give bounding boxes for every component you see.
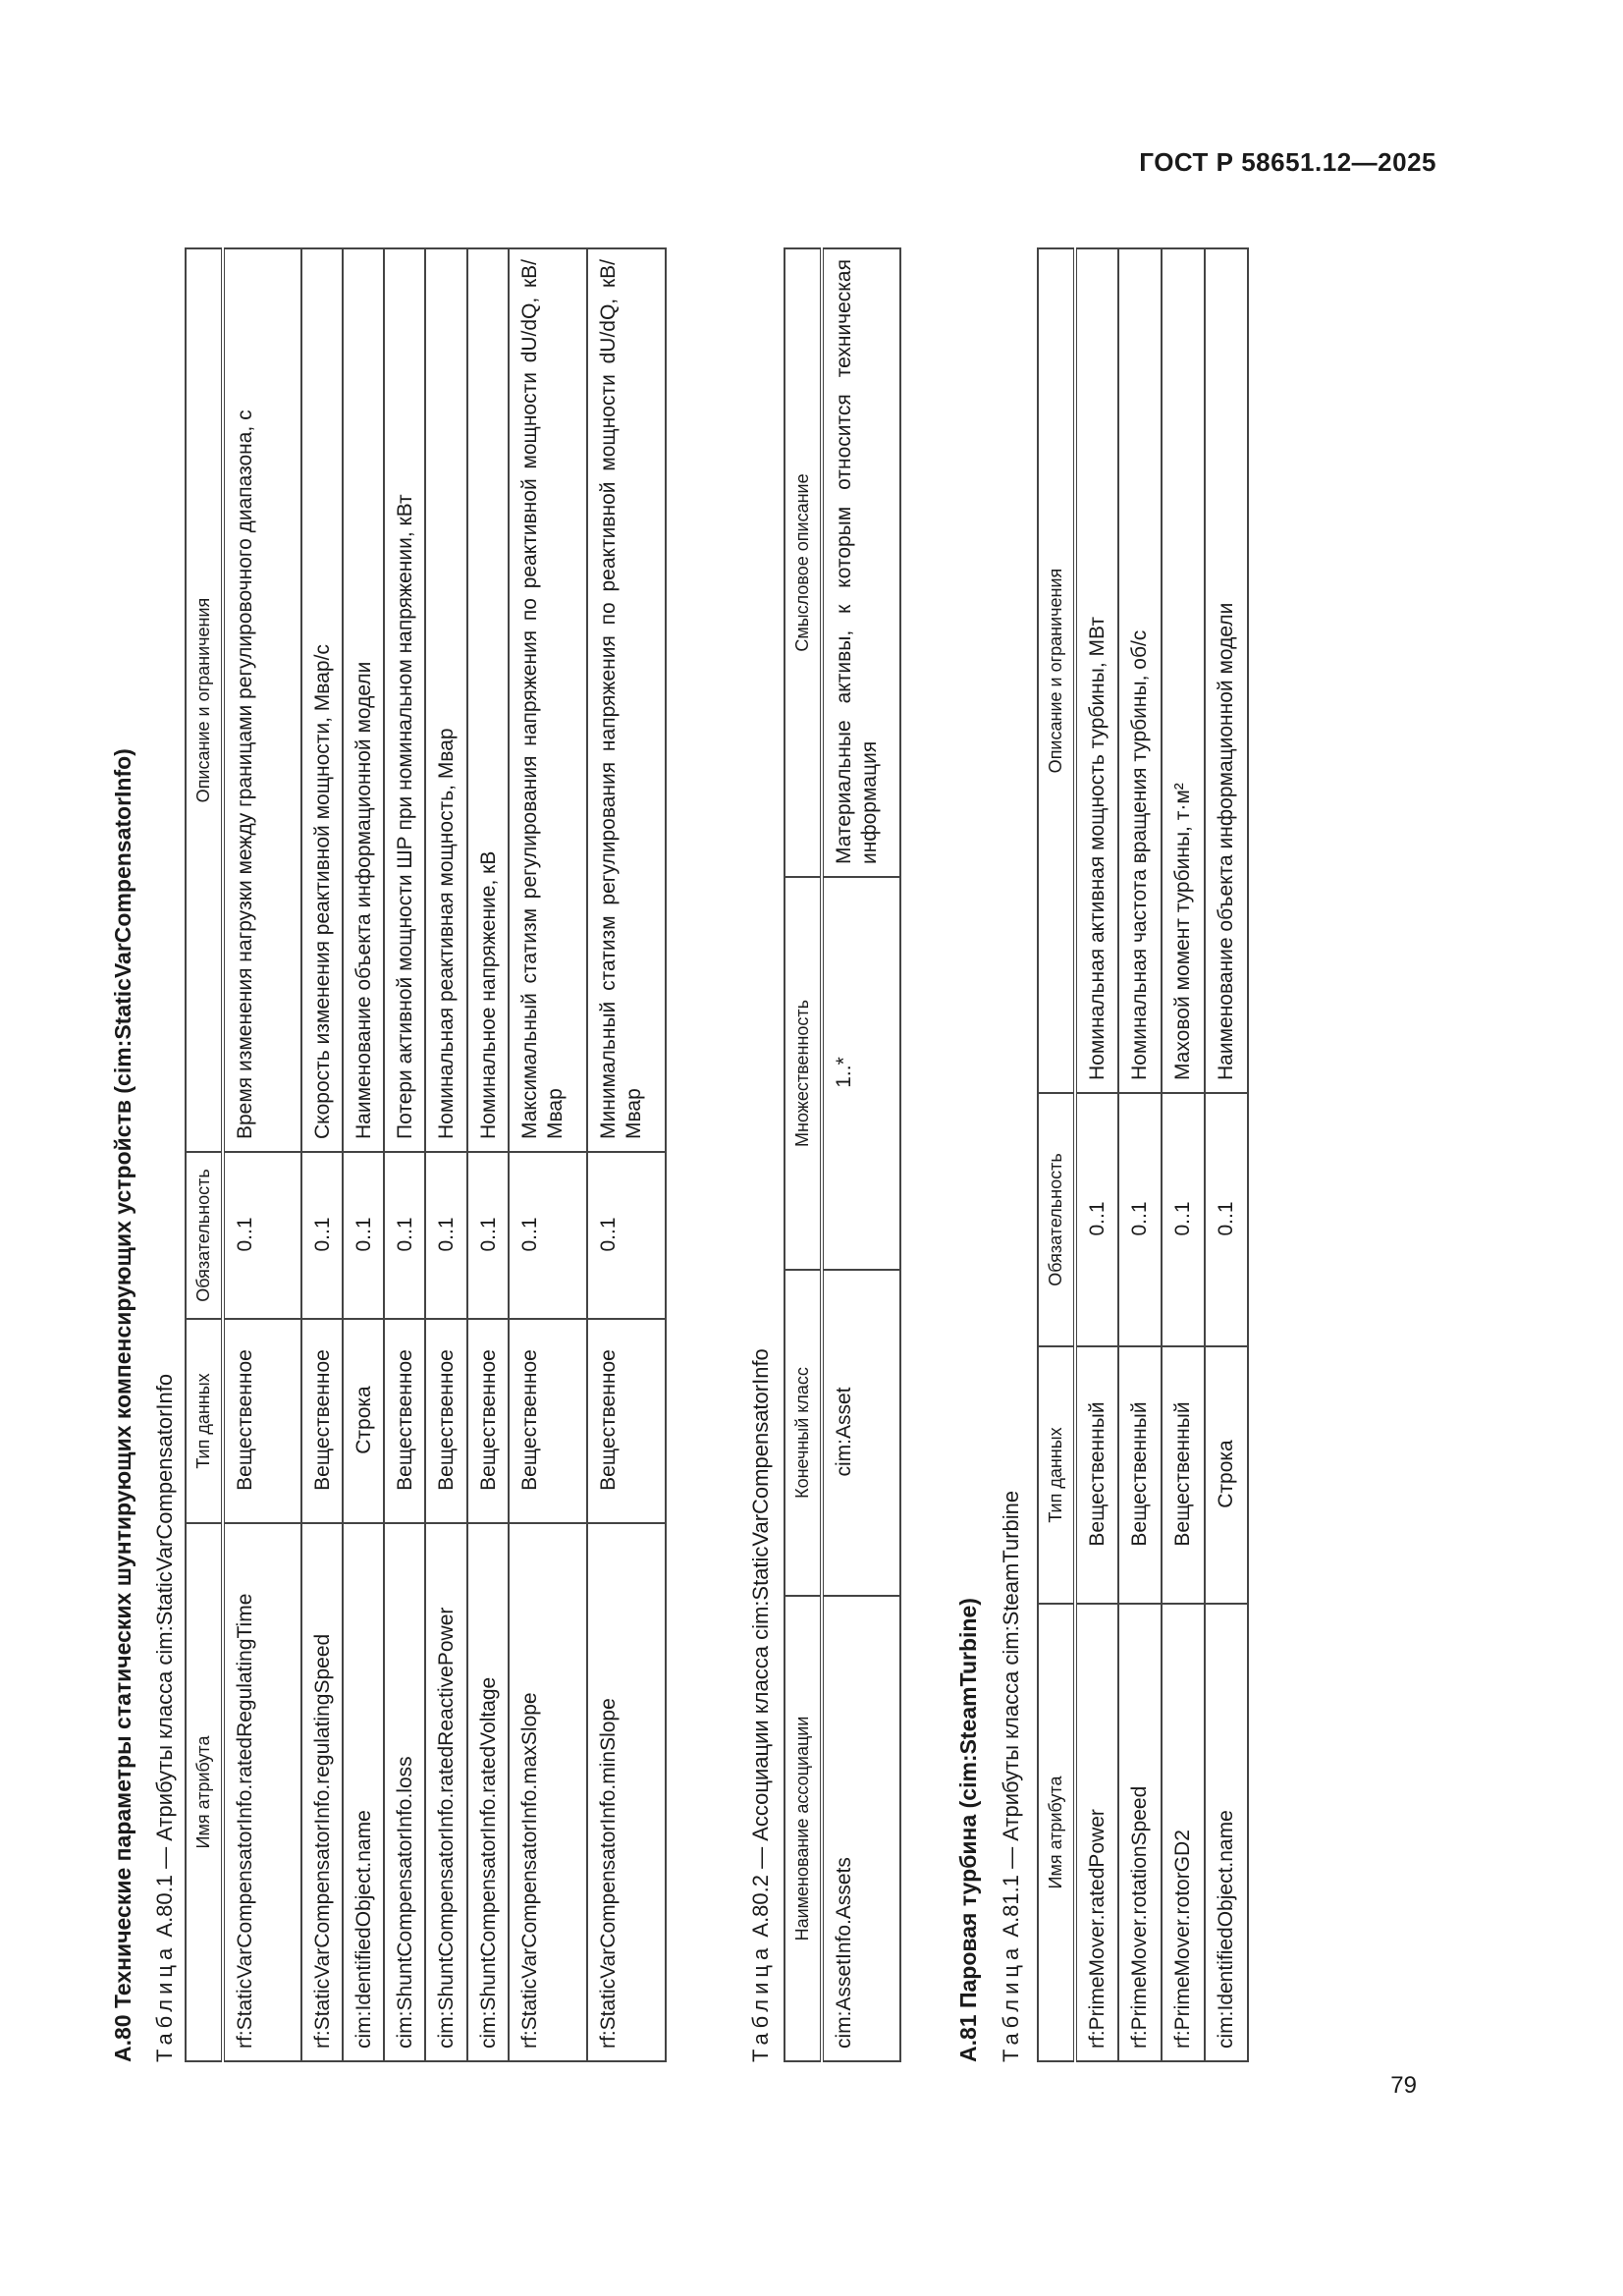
- table-row: [384, 248, 425, 2061]
- cell-data-type: Строка: [1205, 1346, 1248, 1604]
- table-row: [425, 248, 466, 2061]
- cell-description: Номинальное напряжение, кВ: [467, 248, 509, 1152]
- cell-obligation: 0..1: [343, 1152, 384, 1319]
- table-a80-1: [185, 247, 667, 2062]
- cell-attribute-name: rf:StaticVarCompensatorInfo.minSlope: [587, 1523, 666, 2061]
- page-number: 79: [1390, 2072, 1417, 2099]
- cell-data-type: Вещественный: [1075, 1346, 1118, 1604]
- standard-code: ГОСТ Р 58651.12—2025: [1139, 147, 1436, 177]
- cell-data-type: Вещественное: [425, 1319, 466, 1523]
- table-a80-2-caption: [748, 1348, 774, 2062]
- cell-description: Наименование объекта информационной модели: [1205, 248, 1248, 1093]
- cell-obligation: 0..1: [467, 1152, 509, 1319]
- cell-obligation: 0..1: [223, 1152, 301, 1319]
- cell-obligation: 0..1: [425, 1152, 466, 1319]
- cell-obligation: 0..1: [1118, 1093, 1162, 1346]
- section-a81-heading: А.81 Паровая турбина (cim:SteamTurbine): [955, 1598, 981, 2062]
- cell-description: Номинальная активная мощность турбины, МВт: [1075, 248, 1118, 1093]
- caption-text: А.80.1 — Атрибуты класса cim:StaticVarCompensatorInfo: [152, 1373, 177, 1938]
- column-header: Наименование ассоциации: [784, 1596, 822, 2061]
- table-row: [301, 248, 343, 2061]
- table-header-row: [1038, 248, 1075, 2061]
- cell-obligation: 0..1: [1162, 1093, 1205, 1346]
- cell-description: Потери активной мощности ШР при номинальном напряжении, кВт: [384, 248, 425, 1152]
- table-a81-1-caption: [999, 1491, 1024, 2062]
- table-a80-1-caption: [152, 1374, 178, 2062]
- cell-description: Номинальная реактивная мощность, Мвар: [425, 248, 466, 1152]
- cell-obligation: 0..1: [509, 1152, 587, 1319]
- table-row: [223, 248, 301, 2061]
- cell-data-type: Вещественный: [1162, 1346, 1205, 1604]
- cell-data-type: Вещественное: [384, 1319, 425, 1523]
- column-header: Описание и ограничения: [1038, 248, 1075, 1093]
- cell-data-type: Вещественное: [301, 1319, 343, 1523]
- table-row: [509, 248, 587, 2061]
- table-row: [1205, 248, 1248, 2061]
- column-header: Имя атрибута: [186, 1523, 223, 2061]
- cell-attribute-name: cim:ShuntCompensatorInfo.loss: [384, 1523, 425, 2061]
- cell-data-type: Вещественный: [1118, 1346, 1162, 1604]
- caption-prefix: Таблица: [152, 1942, 177, 2062]
- table-a81-1: [1037, 247, 1249, 2062]
- cell-description: Время изменения нагрузки между границами регулировочного диапазона, с: [223, 248, 301, 1152]
- cell-data-type: Вещественное: [509, 1319, 587, 1523]
- cell-attribute-name: rf:StaticVarCompensatorInfo.regulatingSpeed: [301, 1523, 343, 2061]
- cell-description: Максимальный статизм регулирования напряжения по реактивной мощности dU/dQ, кВ/Мвар: [509, 248, 587, 1152]
- table-header-row: [784, 248, 822, 2061]
- column-header: Множественность: [784, 877, 822, 1270]
- cell-data-type: Вещественное: [223, 1319, 301, 1523]
- cell-attribute-name: cim:ShuntCompensatorInfo.ratedReactivePower: [425, 1523, 466, 2061]
- table-row: [822, 248, 900, 2061]
- table-row: [467, 248, 509, 2061]
- cell-attribute-name: rf:PrimeMover.ratedPower: [1075, 1604, 1118, 2061]
- cell-obligation: 0..1: [587, 1152, 666, 1319]
- rotated-content: [98, 196, 1473, 2062]
- cell-attribute-name: rf:StaticVarCompensatorInfo.maxSlope: [509, 1523, 587, 2061]
- cell-data-type: Вещественное: [467, 1319, 509, 1523]
- cell-data-type: Вещественное: [587, 1319, 666, 1523]
- cell-attribute-name: cim:IdentifiedObject.name: [1205, 1604, 1248, 2061]
- cell-attribute-name: cim:IdentifiedObject.name: [343, 1523, 384, 2061]
- cell-description: Номинальная частота вращения турбины, об/с: [1118, 248, 1162, 1093]
- table-header-row: [186, 248, 223, 2061]
- cell-obligation: 0..1: [384, 1152, 425, 1319]
- table-row: [1075, 248, 1118, 2061]
- cell-data-type: Строка: [343, 1319, 384, 1523]
- column-header: Имя атрибута: [1038, 1604, 1075, 2061]
- column-header: Смысловое описание: [784, 248, 822, 877]
- cell-description: Скорость изменения реактивной мощности, Мвар/с: [301, 248, 343, 1152]
- table-row: [1118, 248, 1162, 2061]
- cell-description: Наименование объекта информационной модели: [343, 248, 384, 1152]
- column-header: Описание и ограничения: [186, 248, 223, 1152]
- cell-description: Минимальный статизм регулирования напряжения по реактивной мощности dU/dQ, кВ/Мвар: [587, 248, 666, 1152]
- cell-obligation: 0..1: [1205, 1093, 1248, 1346]
- caption-text: А.80.2 — Ассоциации класса cim:StaticVarCompensatorInfo: [748, 1348, 773, 1938]
- table-row: [1162, 248, 1205, 2061]
- cell-description: Маховой момент турбины, т·м²: [1162, 248, 1205, 1093]
- table-row: [587, 248, 666, 2061]
- column-header: Обязательность: [1038, 1093, 1075, 1346]
- cell-obligation: 0..1: [301, 1152, 343, 1319]
- caption-prefix: Таблица: [999, 1942, 1023, 2062]
- cell-association-name: cim:AssetInfo.Assets: [822, 1596, 900, 2061]
- cell-attribute-name: rf:StaticVarCompensatorInfo.ratedRegulatingTime: [223, 1523, 301, 2061]
- table-a80-2: [784, 247, 901, 2062]
- column-header: Конечный класс: [784, 1270, 822, 1596]
- cell-semantic-description: Материальные активы, к которым относится техническая информация: [822, 248, 900, 877]
- caption-prefix: Таблица: [748, 1942, 773, 2062]
- column-header: Обязательность: [186, 1152, 223, 1319]
- cell-attribute-name: cim:ShuntCompensatorInfo.ratedVoltage: [467, 1523, 509, 2061]
- column-header: Тип данных: [1038, 1346, 1075, 1604]
- table-row: [343, 248, 384, 2061]
- cell-attribute-name: rf:PrimeMover.rotorGD2: [1162, 1604, 1205, 2061]
- section-a80-heading: А.80 Технические параметры статических шунтирующих компенсирующих устройств (cim:StaticVarCompensatorInfo): [110, 748, 135, 2062]
- cell-obligation: 0..1: [1075, 1093, 1118, 1346]
- cell-multiplicity: 1..*: [822, 877, 900, 1270]
- cell-attribute-name: rf:PrimeMover.rotationSpeed: [1118, 1604, 1162, 2061]
- column-header: Тип данных: [186, 1319, 223, 1523]
- caption-text: А.81.1 — Атрибуты класса cim:SteamTurbine: [999, 1490, 1023, 1938]
- cell-target-class: cim:Asset: [822, 1270, 900, 1596]
